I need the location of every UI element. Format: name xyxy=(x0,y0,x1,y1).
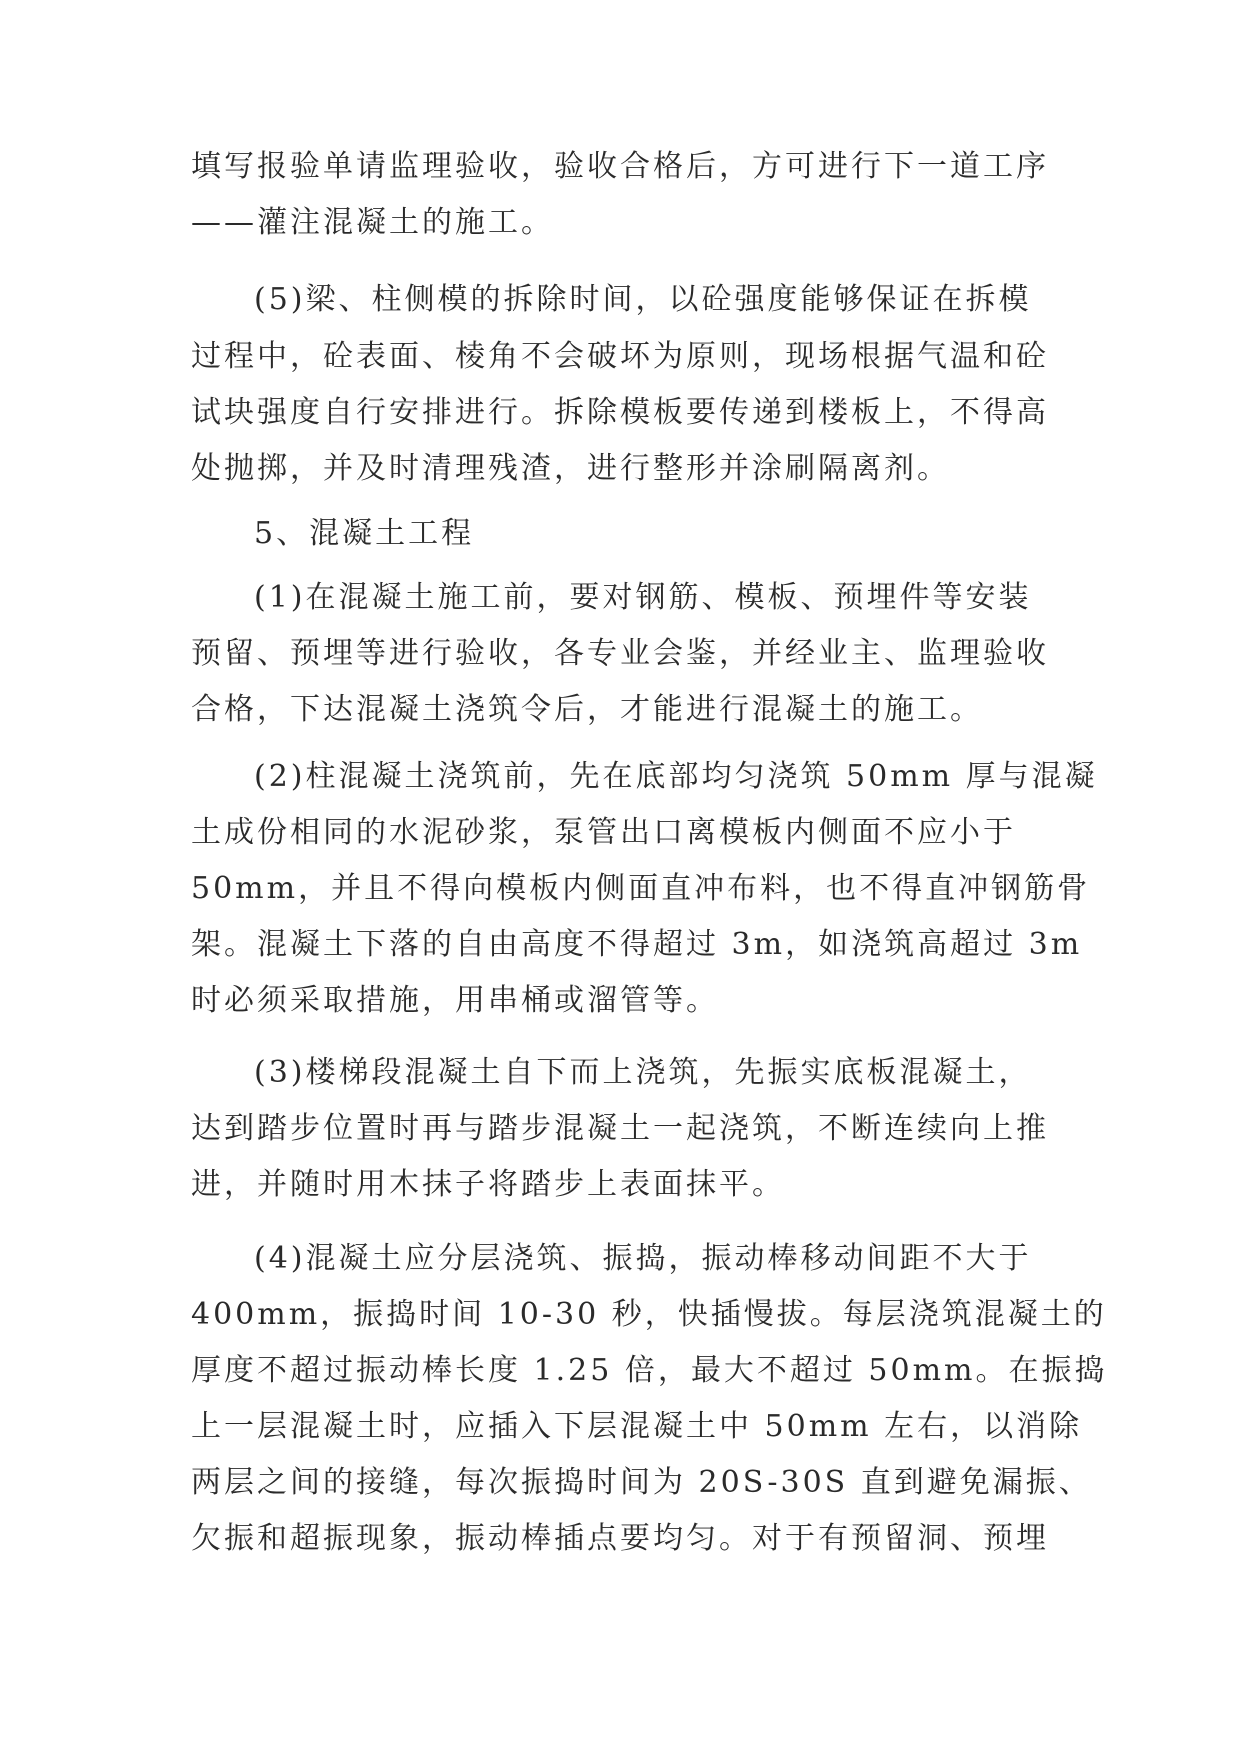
text-line: 架。混凝土下落的自由高度不得超过 3m，如浇筑高超过 3m xyxy=(191,927,1083,962)
text-line: 合格，下达混凝土浇筑令后，才能进行混凝土的施工。 xyxy=(191,692,983,727)
text-line: 400mm，振捣时间 10-30 秒，快插慢拔。每层浇筑混凝土的 xyxy=(191,1297,1107,1332)
text-line: 两层之间的接缝，每次振捣时间为 20S-30S 直到避免漏振、 xyxy=(191,1465,1092,1500)
text-line: 时必须采取措施，用串桶或溜管等。 xyxy=(191,983,719,1018)
text-line: 试块强度自行安排进行。拆除模板要传递到楼板上，不得高 xyxy=(191,395,1049,430)
text-line: 上一层混凝土时，应插入下层混凝土中 50mm 左右，以消除 xyxy=(191,1409,1083,1444)
text-line: 预留、预埋等进行验收，各专业会鉴，并经业主、监理验收 xyxy=(191,636,1049,671)
text-line: 土成份相同的水泥砂浆，泵管出口离模板内侧面不应小于 xyxy=(191,815,1016,850)
text-line: 50mm，并且不得向模板内侧面直冲布料，也不得直冲钢筋骨 xyxy=(191,871,1091,906)
text-line: 厚度不超过振动棒长度 1.25 倍，最大不超过 50mm。在振捣 xyxy=(191,1353,1108,1388)
text-line: 进，并随时用木抹子将踏步上表面抹平。 xyxy=(191,1167,785,1202)
text-line: (2)柱混凝土浇筑前，先在底部均匀浇筑 50mm 厚与混凝 xyxy=(254,759,1098,794)
text-line: 达到踏步位置时再与踏步混凝土一起浇筑，不断连续向上推 xyxy=(191,1111,1049,1146)
text-line: 欠振和超振现象，振动棒插点要均匀。对于有预留洞、预埋 xyxy=(191,1521,1049,1556)
text-line: (5)梁、柱侧模的拆除时间，以砼强度能够保证在拆模 xyxy=(254,282,1032,317)
text-line: (4)混凝土应分层浇筑、振捣，振动棒移动间距不大于 xyxy=(254,1241,1032,1276)
section-heading: 5、混凝土工程 xyxy=(254,516,475,551)
text-line: (3)楼梯段混凝土自下而上浇筑，先振实底板混凝土， xyxy=(254,1055,1032,1090)
text-line: 处抛掷，并及时清理残渣，进行整形并涂刷隔离剂。 xyxy=(191,451,950,486)
text-line: (1)在混凝土施工前，要对钢筋、模板、预埋件等安装 xyxy=(254,580,1032,615)
text-line: ——灌注混凝土的施工。 xyxy=(191,205,554,240)
text-line: 填写报验单请监理验收，验收合格后，方可进行下一道工序 xyxy=(191,149,1049,184)
text-line: 过程中，砼表面、棱角不会破坏为原则，现场根据气温和砼 xyxy=(191,339,1049,374)
